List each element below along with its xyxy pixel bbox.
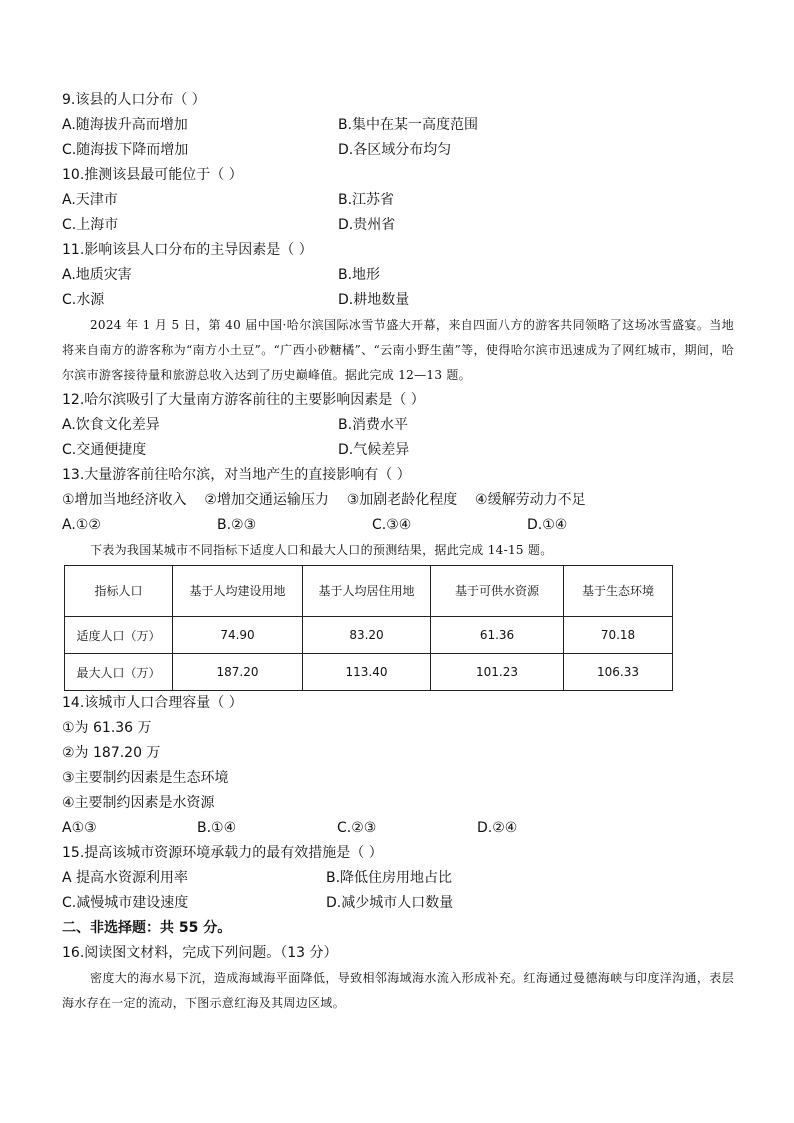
q14-item-2: ②为 187.20 万 <box>62 745 161 761</box>
passage-12-13: 2024 年 1 月 5 日，第 40 届中国·哈尔滨国际冰雪节盛大开幕，来自四面八方的游客共同领略了这场冰雪盛宴。当地将来自南方的游客称为“南方小土豆”。“广西小砂糖橘”、“云南小野生菌”等，使得哈尔滨市迅速成为了网红城市，期间，哈尔滨市游客接待量和旅游总收入达到了历史巅峰值。据此完成 12—13 题。 <box>62 318 734 382</box>
q15-option-a[interactable]: A 提高水资源利用率 <box>62 870 189 886</box>
q14-stem: 14.该城市人口合理容量（ ） <box>62 695 243 711</box>
table-cell: 最大人口（万） <box>65 654 173 691</box>
table-cell: 61.36 <box>431 617 564 654</box>
table-cell: 70.18 <box>564 617 673 654</box>
table-header-cell: 基于生态环境 <box>564 566 673 617</box>
exam-page <box>62 88 734 1016</box>
section-title: 二、非选择题：共 55 分。 <box>62 920 232 936</box>
table-cell: 83.20 <box>303 617 431 654</box>
table-header-row <box>65 566 673 617</box>
q9-stem: 9.该县的人口分布（ ） <box>62 92 206 108</box>
q12-stem: 12.哈尔滨吸引了大量南方游客前往的主要影响因素是（ ） <box>62 392 425 408</box>
q16-passage: 密度大的海水易下沉，造成海域海平面降低，导致相邻海域海水流入形成补充。红海通过曼德海峡与印度洋沟通，表层海水存在一定的流动，下图示意红海及其周边区域。 <box>62 971 734 1010</box>
q10-options-2 <box>62 213 734 238</box>
q12-options <box>62 413 734 438</box>
q14-option-b[interactable]: B.①④ <box>197 820 237 836</box>
q9-option-a[interactable]: A.随海拔升高而增加 <box>62 117 188 133</box>
table-cell: 101.23 <box>431 654 564 691</box>
q11-options-2 <box>62 288 734 313</box>
q12-options-2 <box>62 438 734 463</box>
q15-options <box>62 866 734 891</box>
q10-option-a[interactable]: A.天津市 <box>62 192 118 208</box>
q9-option-d[interactable]: D.各区域分布均匀 <box>338 142 452 158</box>
q9-option-b[interactable]: B.集中在某一高度范围 <box>338 117 479 133</box>
q14-option-a[interactable]: A①③ <box>62 820 97 836</box>
q15-option-d[interactable]: D.减少城市人口数量 <box>326 895 454 911</box>
q14-option-c[interactable]: C.②③ <box>337 820 377 836</box>
table-cell: 113.40 <box>303 654 431 691</box>
table-row <box>65 617 673 654</box>
table-row <box>65 654 673 691</box>
q12-option-c[interactable]: C.交通便捷度 <box>62 442 147 458</box>
q9-options-2 <box>62 138 734 163</box>
q14-item-4: ④主要制约因素是水资源 <box>62 795 215 811</box>
q12-option-b[interactable]: B.消费水平 <box>338 417 409 433</box>
table-cell: 适度人口（万） <box>65 617 173 654</box>
q12-option-a[interactable]: A.饮食文化差异 <box>62 417 160 433</box>
q15-stem: 15.提高该城市资源环境承载力的最有效措施是（ ） <box>62 845 383 861</box>
q14-item-1: ①为 61.36 万 <box>62 720 152 736</box>
q10-stem: 10.推测该县最可能位于（ ） <box>62 167 243 183</box>
q11-option-d[interactable]: D.耕地数量 <box>338 292 410 308</box>
q13-option-a[interactable]: A.①② <box>62 517 101 533</box>
table-cell: 74.90 <box>173 617 303 654</box>
q13-option-d[interactable]: D.①④ <box>527 517 568 533</box>
table-header-cell: 基于人均建设用地 <box>173 566 303 617</box>
q11-option-c[interactable]: C.水源 <box>62 292 105 308</box>
q15-options-2 <box>62 891 734 916</box>
q12-option-d[interactable]: D.气候差异 <box>338 442 410 458</box>
q13-options <box>62 513 734 538</box>
q11-stem: 11.影响该县人口分布的主导因素是（ ） <box>62 242 313 258</box>
q9-options <box>62 113 734 138</box>
table-cell: 106.33 <box>564 654 673 691</box>
q13-stem: 13.大量游客前往哈尔滨，对当地产生的直接影响有（ ） <box>62 467 411 483</box>
q10-options <box>62 188 734 213</box>
q13-option-c[interactable]: C.③④ <box>372 517 412 533</box>
table-cell: 187.20 <box>173 654 303 691</box>
table-header-cell: 基于人均居住用地 <box>303 566 431 617</box>
q11-option-a[interactable]: A.地质灾害 <box>62 267 132 283</box>
table-header-cell: 基于可供水资源 <box>431 566 564 617</box>
q9-option-c[interactable]: C.随海拔下降而增加 <box>62 142 189 158</box>
q10-option-b[interactable]: B.江苏省 <box>338 192 395 208</box>
q16-stem: 16.阅读图文材料，完成下列问题。（13 分） <box>62 945 338 961</box>
q13-items: ①增加当地经济收入 ②增加交通运输压力 ③加剧老龄化程度 ④缓解劳动力不足 <box>62 492 586 508</box>
q14-options <box>62 816 734 841</box>
q13-option-b[interactable]: B.②③ <box>217 517 257 533</box>
table-header-cell: 指标人口 <box>65 566 173 617</box>
q14-option-d[interactable]: D.②④ <box>477 820 518 836</box>
passage-14-15: 下表为我国某城市不同指标下适度人口和最大人口的预测结果，据此完成 14-15 题。 <box>90 543 553 557</box>
q11-options <box>62 263 734 288</box>
population-table <box>64 565 673 691</box>
q15-option-c[interactable]: C.减慢城市建设速度 <box>62 895 189 911</box>
q10-option-c[interactable]: C.上海市 <box>62 217 119 233</box>
q11-option-b[interactable]: B.地形 <box>338 267 381 283</box>
q14-item-3: ③主要制约因素是生态环境 <box>62 770 229 786</box>
q15-option-b[interactable]: B.降低住房用地占比 <box>326 870 453 886</box>
q10-option-d[interactable]: D.贵州省 <box>338 217 396 233</box>
